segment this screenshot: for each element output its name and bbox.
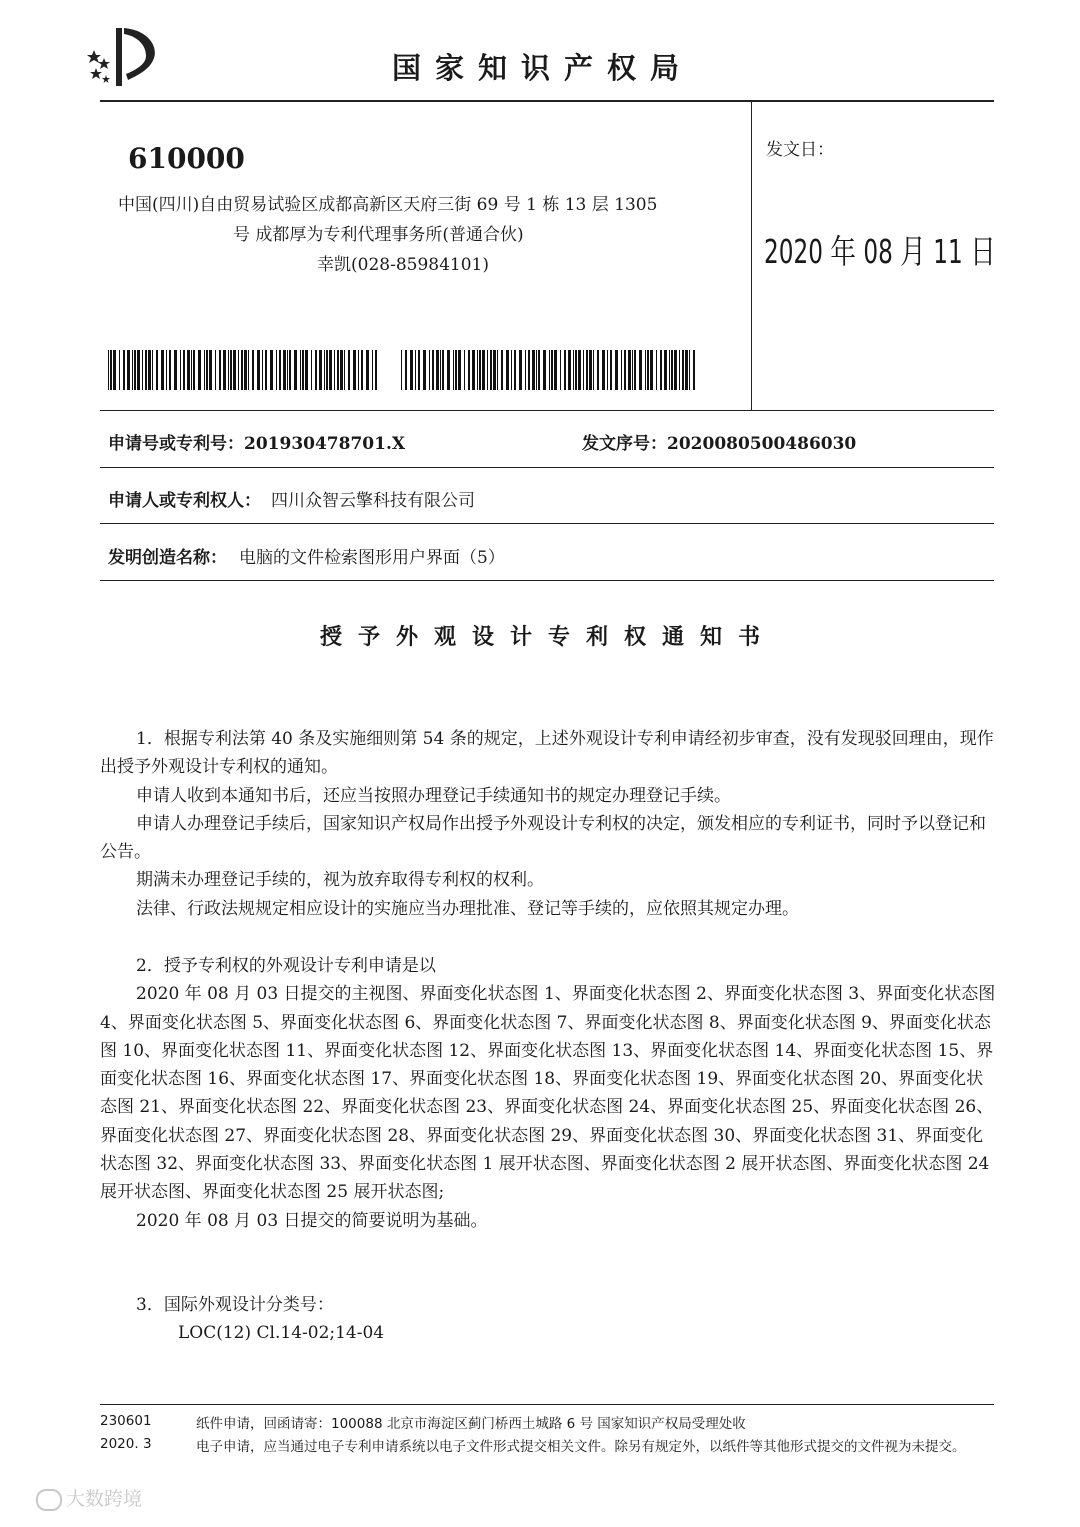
watermark (36, 1484, 142, 1511)
applicant-field (108, 486, 475, 511)
footer-code-1: 230601 (100, 1413, 152, 1429)
section-1-paragraph: 期满未办理登记手续的，视为放弃取得专利权的权利。 (136, 870, 544, 891)
field-divider (100, 467, 994, 468)
section-1-paragraph: 法律、行政法规规定相应设计的实施应当办理批准、登记等手续的，应依照其规定办理。 (136, 898, 799, 919)
footer-code-2: 2020. 3 (100, 1436, 152, 1452)
section-1-paragraph: 申请人收到本通知书后，还应当按照办理登记手续通知书的规定办理登记手续。 (136, 785, 731, 806)
section-2 (100, 952, 996, 1235)
dispatch-serial-field (582, 429, 856, 454)
footer-text-1: 纸件申请，回函请寄：100088 北京市海淀区蓟门桥西土城路 6 号 国家知识产权局受理处收 (196, 1416, 746, 1432)
footer-text-2: 电子申请，应当通过电子专利申请系统以电子文件形式提交相关文件。除另有规定外，以纸件等其他形式提交的文件视为未提交。 (196, 1439, 966, 1455)
section-1-paragraph: 申请人办理登记手续后，国家知识产权局作出授予外观设计专利权的决定，颁发相应的专利证书，同时予以登记和公告。 (100, 813, 986, 863)
section-1-paragraph: 1．根据专利法第 40 条及实施细则第 54 条的规定，上述外观设计专利申请经初步审查，没有发现驳回理由，现作出授予外观设计专利权的通知。 (100, 729, 994, 778)
barcode-icon (108, 350, 380, 390)
notice-title: 授予外观设计专利权通知书 (319, 624, 776, 650)
footer-divider (100, 1404, 994, 1405)
section-2-paragraph: 2020 年 08 月 03 日提交的简要说明为基础。 (136, 1210, 488, 1231)
section-1 (100, 725, 996, 923)
header-divider (100, 100, 994, 102)
application-number-label: 申请号或专利号： (108, 434, 244, 454)
field-divider (100, 523, 994, 524)
applicant-label: 申请人或专利权人： (108, 491, 261, 511)
postal-code: 610000 (128, 142, 245, 175)
field-divider (100, 580, 994, 581)
field-divider (100, 410, 994, 411)
section-3-paragraph: 3．国际外观设计分类号： (136, 1295, 334, 1315)
applicant-value: 四川众智云擎科技有限公司 (271, 491, 475, 511)
contact-line: 幸凯(028-85984101) (317, 255, 489, 275)
dispatch-date-value: 2020 年 08 月 11 日 (764, 232, 996, 271)
date-box-divider (751, 100, 752, 410)
barcode-icon (401, 350, 697, 390)
dispatch-date-label: 发文日： (766, 140, 834, 160)
section-3 (100, 1291, 996, 1348)
section-2-paragraph: 2．授予专利权的外观设计专利申请是以 (136, 956, 436, 976)
watermark-logo-icon (36, 1489, 62, 1511)
application-number-value: 201930478701.X (244, 434, 406, 454)
invention-label: 发明创造名称： (108, 548, 227, 568)
invention-field (108, 543, 505, 568)
address-line-1: 中国(四川)自由贸易试验区成都高新区天府三街 69 号 1 栋 13 层 1305 (118, 195, 658, 215)
classification-code: LOC(12) Cl.14-02;14-04 (178, 1323, 385, 1344)
cnipa-logo-icon (82, 20, 162, 92)
dispatch-serial-value: 2020080500486030 (667, 434, 857, 454)
application-number-field (108, 429, 405, 454)
agency-name: 国家知识产权局 (392, 51, 694, 85)
address-line-2: 号 成都厚为专利代理事务所(普通合伙) (233, 225, 524, 245)
invention-value: 电脑的文件检索图形用户界面（5） (239, 548, 505, 568)
section-2-paragraph: 2020 年 08 月 03 日提交的主视图、界面变化状态图 1、界面变化状态图 2、界面变化状态图 3、界面变化状态图 4、界面变化状态图 5、界面变化状态图 6、界面变化状态图 7、界面变化状态图 8、界面变化状态图 9、界面变化状态图 10、界面变化状态图 11、界面变化状态图 12、界面变化状态图 13、界面变化状态图 14、界面变化状态图 15、界面变化状态图 16、界面变化状态图 17、界面变化状态图 18、界面变化状态图 19、界面变化状态图 20、界面变化状态图 21、界面变化状态图 22、界面变化状态图 23、界面变化状态图 24、界面变化状态图 25、界面变化状态图 26、界面变化状态图 27、界面变化状态图 28、界面变化状态图 29、界面变化状态图 30、界面变化状态图 31、界面变化状态图 32、界面变化状态图 33、界面变化状态图 1 展开状态图、界面变化状态图 2 展开状态图、界面变化状态图 24 展开状态图、界面变化状态图 25 展开状态图; (100, 984, 996, 1203)
dispatch-serial-label: 发文序号： (582, 434, 667, 454)
watermark-text: 大数跨境 (66, 1488, 143, 1510)
